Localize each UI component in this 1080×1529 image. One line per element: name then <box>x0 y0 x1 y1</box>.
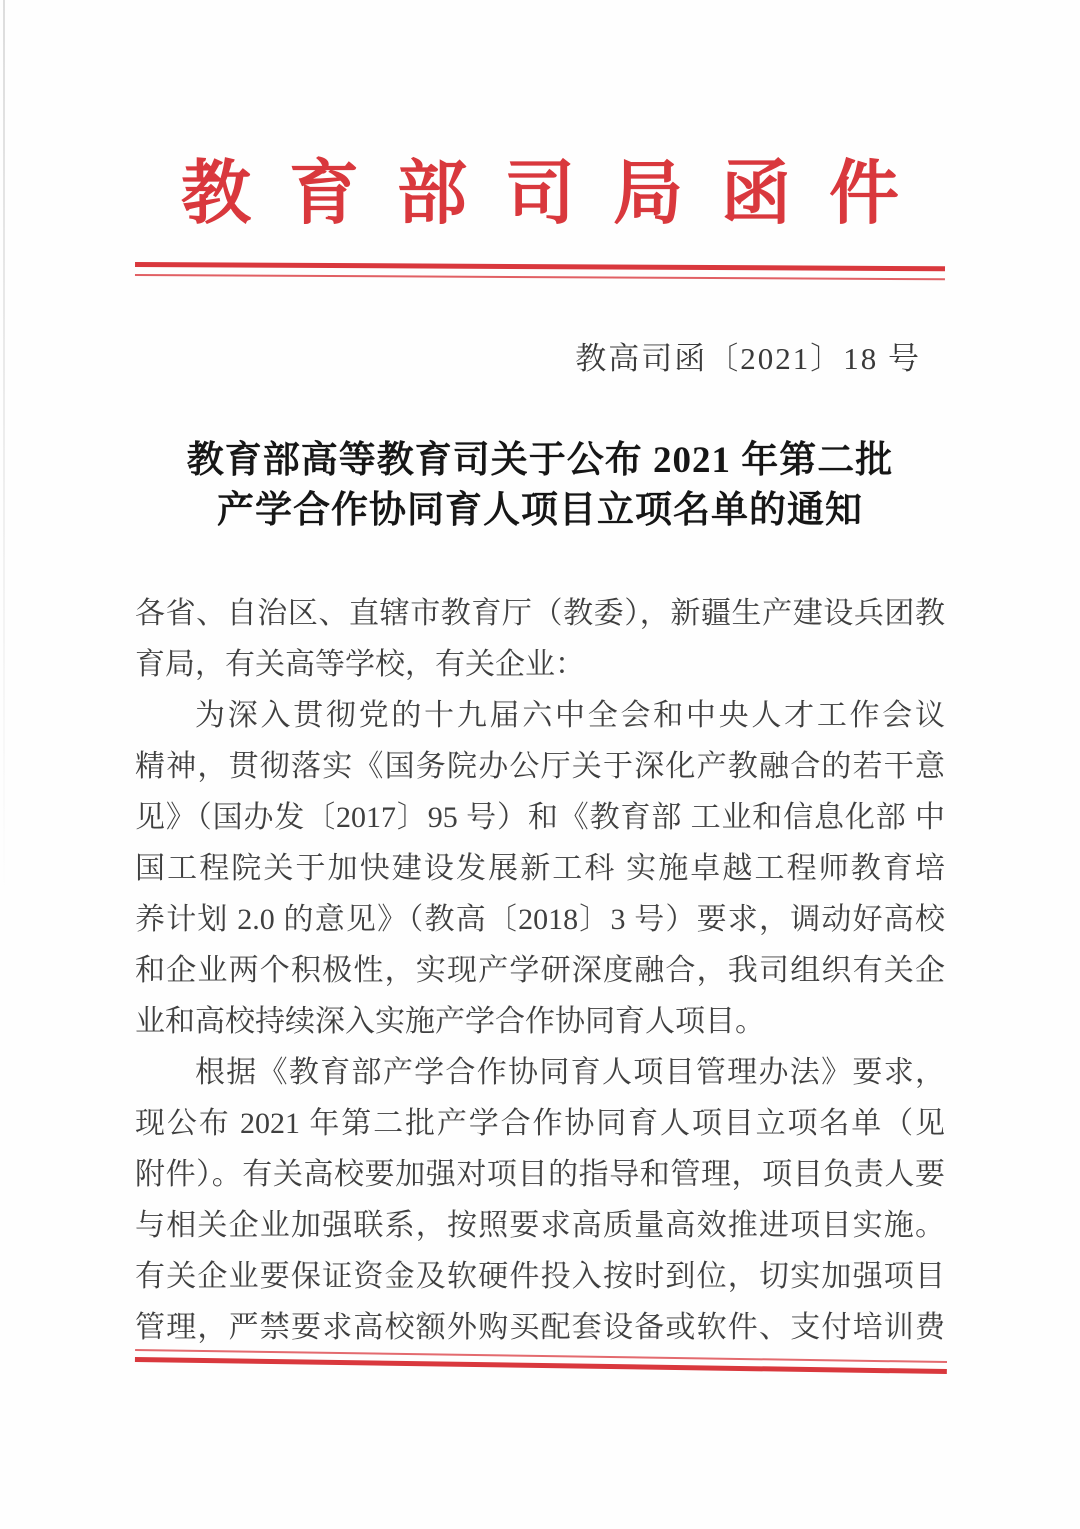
document-title-line-2: 产学合作协同育人项目立项名单的通知 <box>217 490 863 531</box>
body-text-line: 现公布 2021 年第二批产学合作协同育人项目立项名单（见 <box>135 1107 945 1140</box>
document-content <box>135 156 945 1353</box>
body-text-line: 育局，有关高等学校，有关企业： <box>135 648 585 681</box>
body-text-line: 见》（国办发〔2017〕95 号）和《教育部 工业和信息化部 中 <box>135 801 945 834</box>
letterhead-divider-thin-line <box>135 274 945 280</box>
body-text-line: 管理，严禁要求高校额外购买配套设备或软件、支付培训费 <box>135 1311 945 1344</box>
document-title-line-1: 教育部高等教育司关于公布 2021 年第二批 <box>186 440 894 481</box>
document-title <box>135 436 945 536</box>
body-text-line: 根据《教育部产学合作协同育人项目管理办法》要求， <box>195 1056 945 1089</box>
body-text-line: 与相关企业加强联系，按照要求高质量高效推进项目实施。 <box>135 1209 945 1242</box>
document-number: 教高司函〔2021〕18 号 <box>575 341 921 376</box>
body-text-line: 附件）。有关高校要加强对项目的指导和管理，项目负责人要 <box>135 1158 945 1191</box>
body-text-line: 国工程院关于加快建设发展新工科 实施卓越工程师教育培 <box>135 852 945 885</box>
body-text-line: 业和高校持续深入实施产学合作协同育人项目。 <box>135 1005 765 1038</box>
body-text-line: 为深入贯彻党的十九届六中全会和中央人才工作会议 <box>195 699 945 732</box>
body-text-line: 各省、自治区、直辖市教育厅（教委），新疆生产建设兵团教 <box>135 597 945 630</box>
body-text-line: 有关企业要保证资金及软硬件投入按时到位，切实加强项目 <box>135 1260 945 1293</box>
scan-edge-artifact <box>3 0 5 900</box>
body-text-line: 养计划 2.0 的意见》（教高〔2018〕3 号）要求，调动好高校 <box>135 903 945 936</box>
letterhead-banner: 教育部司局函件 <box>181 156 937 233</box>
document-body <box>135 588 945 1353</box>
body-text-line: 和企业两个积极性，实现产学研深度融合，我司组织有关企 <box>135 954 945 987</box>
body-text-line: 精神，贯彻落实《国务院办公厅关于深化产教融合的若干意 <box>135 750 945 783</box>
letterhead-divider <box>135 262 945 280</box>
letterhead-divider-thick-line <box>135 262 945 271</box>
